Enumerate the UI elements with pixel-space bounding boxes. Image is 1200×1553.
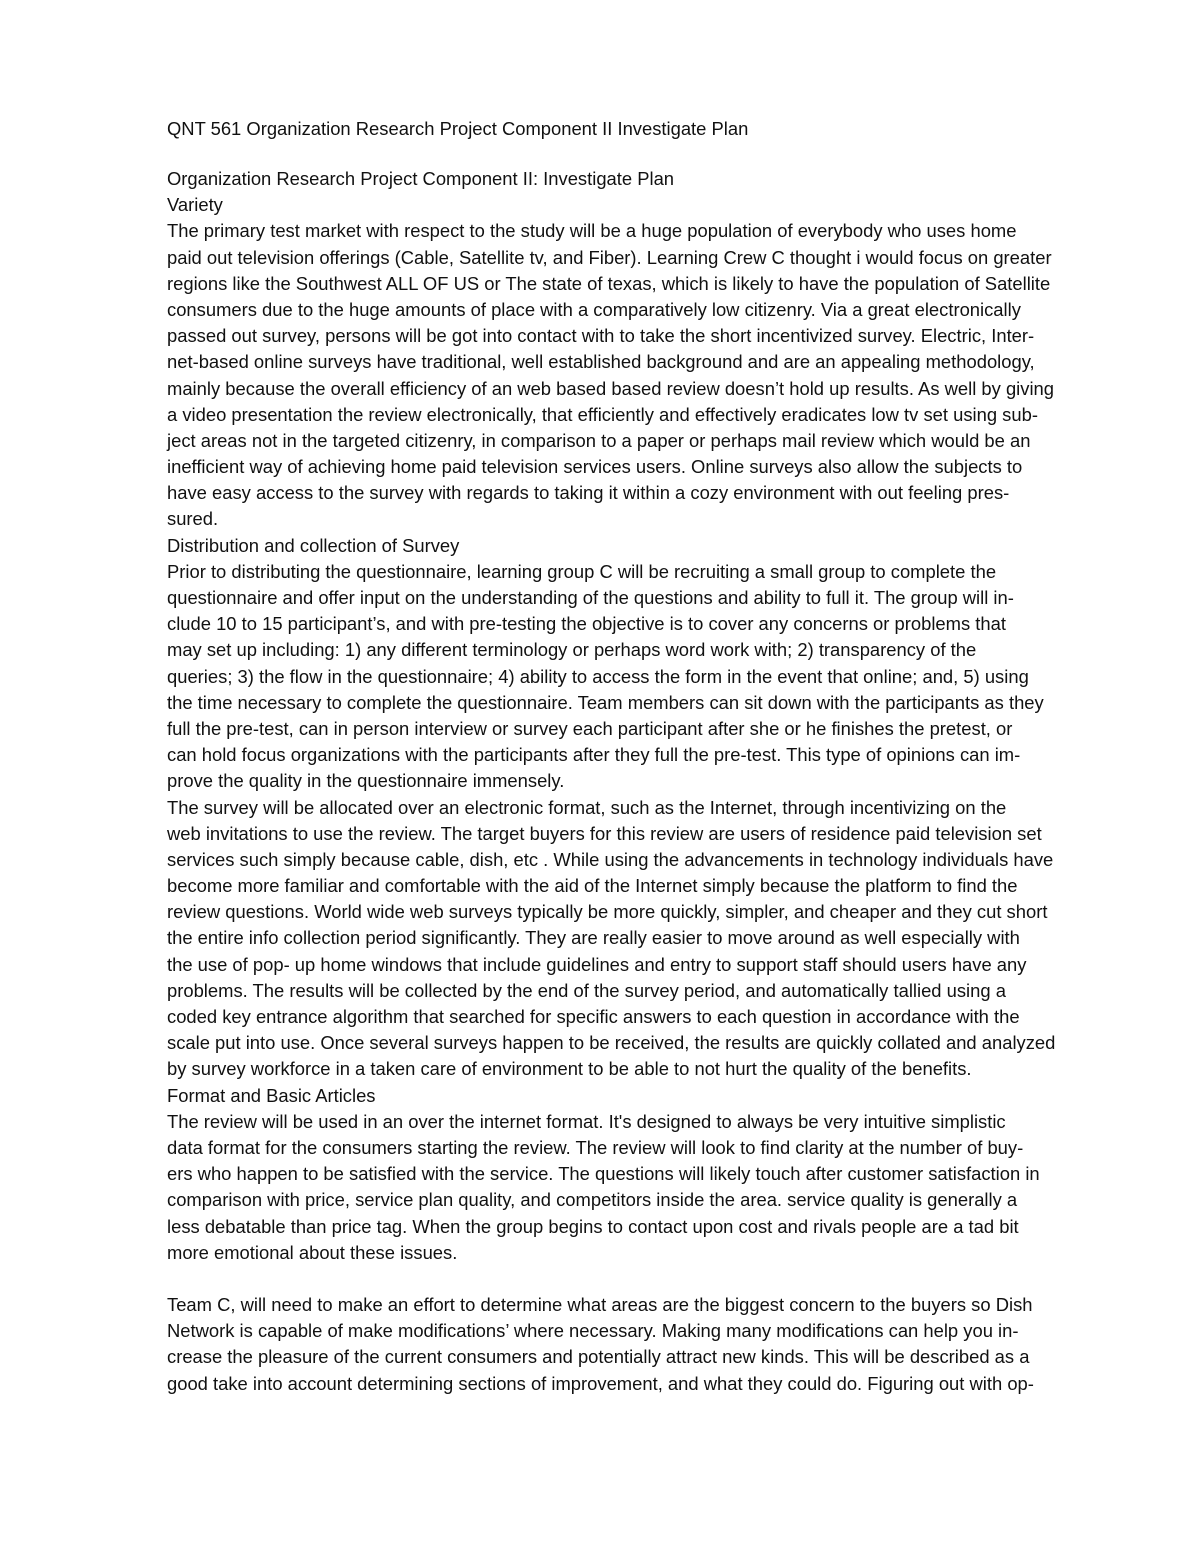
text-line: Variety (167, 194, 223, 216)
text-line: full the pre-test, can in person interview or survey each participant after she or he finishes the pretest, or (167, 717, 1013, 739)
text-line: The primary test market with respect to the study will be a huge population of everybody who uses home (167, 220, 1017, 242)
text-line: queries; 3) the flow in the questionnaire; 4) ability to access the form in the event that online; and, 5) using (167, 665, 1029, 687)
text-line: good take into account determining sections of improvement, and what they could do. Figuring out with op- (167, 1372, 1034, 1394)
text-line: problems. The results will be collected by the end of the survey period, and automatically tallied using a (167, 979, 1006, 1001)
text-line: the entire info collection period significantly. They are really easier to move around as well especially with (167, 927, 1020, 949)
text-line: coded key entrance algorithm that searched for specific answers to each question in accordance with the (167, 1006, 1020, 1027)
text-line: consumers due to the huge amounts of place with a comparatively low citizenry. Via a great electronically (167, 298, 1021, 320)
text-line: a video presentation the review electronically, that efficiently and effectively eradicates low tv set using sub- (167, 403, 1038, 425)
text-line: regions like the Southwest ALL OF US or The state of texas, which is likely to have the population of Satellite (167, 272, 1051, 294)
text-line: review questions. World wide web surveys typically be more quickly, simpler, and cheaper and they cut short (167, 901, 1048, 923)
text-line: Organization Research Project Component II: Investigate Plan (167, 168, 675, 189)
text-line: data format for the consumers starting the review. The review will look to find clarity at the number of buy- (167, 1136, 1024, 1158)
paragraph-gap (167, 1266, 1127, 1292)
text-line: mainly because the overall efficiency of an web based based review doesn’t hold up results. As well by giving (167, 377, 1055, 399)
text-line: the use of pop- up home windows that include guidelines and entry to support staff should users have any (167, 953, 1027, 975)
text-line: prove the quality in the questionnaire immensely. (167, 770, 565, 792)
text-line: Network is capable of make modifications’ where necessary. Making many modifications can help you in- (167, 1320, 1019, 1342)
text-line: passed out survey, persons will be got into contact with to take the short incentivized survey. Electric, Inter- (167, 325, 1035, 347)
text-line: Distribution and collection of Survey (167, 534, 460, 556)
text-line: crease the pleasure of the current consumers and potentially attract new kinds. This will be described as a (167, 1346, 1030, 1368)
text-line: paid out television offerings (Cable, Satellite tv, and Fiber). Learning Crew C thought i would focus on greater (167, 246, 1052, 268)
text-line: ers who happen to be satisfied with the service. The questions will likely touch after customer satisfaction in (167, 1163, 1040, 1185)
text-line: The survey will be allocated over an electronic format, such as the Internet, through incentivizing on the (167, 796, 1007, 818)
text-line: ject areas not in the targeted citizenry, in comparison to a paper or perhaps mail review which would be an (167, 429, 1031, 451)
text-line: The review will be used in an over the internet format. It's designed to always be very intuitive simplistic (167, 1110, 1006, 1132)
document-title: QNT 561 Organization Research Project Component II Investigate Plan (167, 118, 749, 139)
text-line: clude 10 to 15 participant’s, and with pre-testing the objective is to cover any concerns or problems that (167, 613, 1006, 635)
text-line: inefficient way of achieving home paid television services users. Online surveys also allow the subjects to (167, 456, 1023, 478)
text-line: comparison with price, service plan quality, and competitors inside the area. service quality is generally a (167, 1189, 1018, 1211)
text-line: Prior to distributing the questionnaire, learning group C will be recruiting a small group to complete the (167, 560, 997, 582)
text-line: questionnaire and offer input on the understanding of the questions and ability to full it. The group will in- (167, 587, 1014, 608)
text-line: net-based online surveys have traditional, well established background and are an appealing methodology, (167, 351, 1035, 373)
text-line: become more familiar and comfortable with the aid of the Internet simply because the platform to find the (167, 875, 1018, 897)
text-line: web invitations to use the review. The target buyers for this review are users of residence paid television set (167, 822, 1042, 844)
text-line: services such simply because cable, dish, etc . While using the advancements in technology individuals have (167, 848, 1054, 870)
document-body (167, 166, 1127, 1397)
text-line: more emotional about these issues. (167, 1241, 458, 1263)
text-line: may set up including: 1) any different terminology or perhaps word work with; 2) transparency of the (167, 639, 977, 661)
text-line: by survey workforce in a taken care of environment to be able to not hurt the quality of the benefits. (167, 1058, 972, 1080)
text-line: the time necessary to complete the questionnaire. Team members can sit down with the participants as they (167, 691, 1044, 713)
text-line: can hold focus organizations with the participants after they full the pre-test. This type of opinions can im- (167, 744, 1021, 766)
text-line: sured. (167, 508, 219, 530)
text-line: less debatable than price tag. When the group begins to contact upon cost and rivals people are a tad bit (167, 1215, 1019, 1237)
text-line: have easy access to the survey with regards to taking it within a cozy environment with out feeling pres- (167, 482, 1010, 504)
text-line: scale put into use. Once several surveys happen to be received, the results are quickly collated and analyzed (167, 1032, 1056, 1054)
text-line: Format and Basic Articles (167, 1084, 376, 1106)
text-line: Team C, will need to make an effort to determine what areas are the biggest concern to the buyers so Dish (167, 1294, 1033, 1316)
